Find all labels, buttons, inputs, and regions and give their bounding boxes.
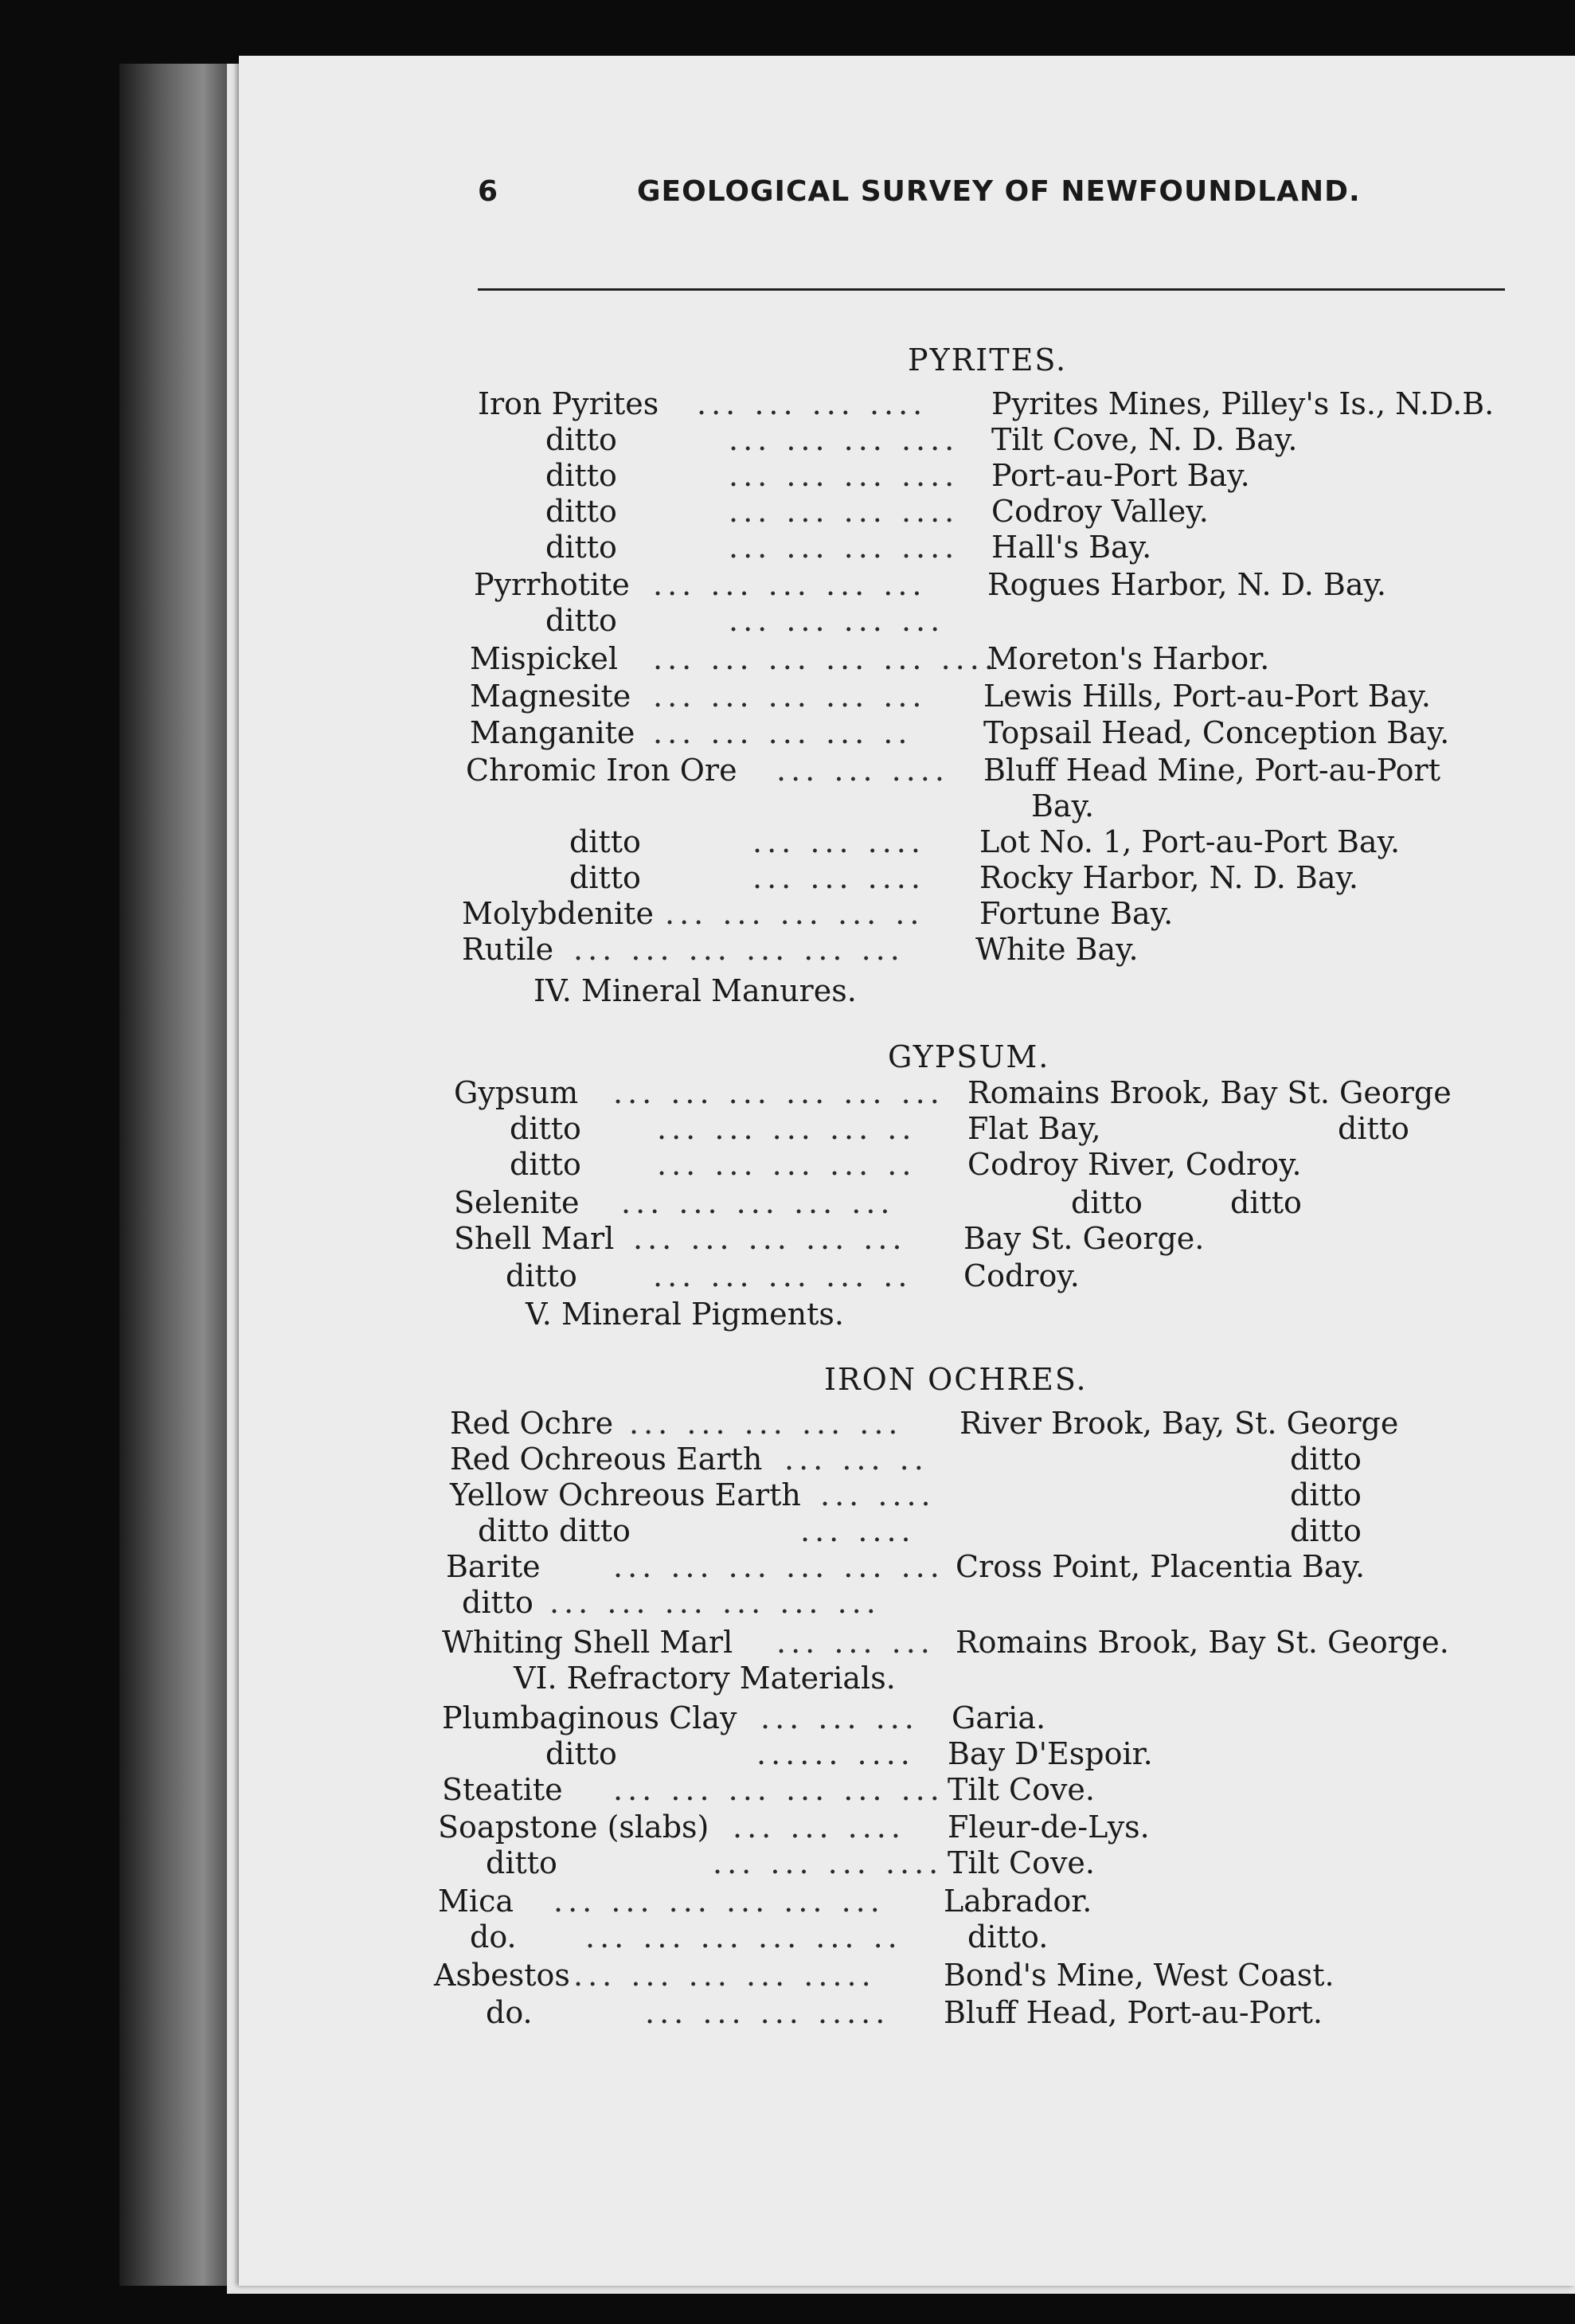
locality: Topsail Head, Conception Bay. <box>983 715 1450 750</box>
locality: Bluff Head Mine, Port-au-Port <box>983 753 1440 788</box>
mineral-name: Mispickel <box>470 641 618 676</box>
mineral-name: Iron Pyrites <box>478 386 659 421</box>
mineral-name: ditto <box>569 860 641 895</box>
mineral-name: Shell Marl <box>454 1221 615 1256</box>
mineral-name: Molybdenite <box>462 896 654 931</box>
locality: Rocky Harbor, N. D. Bay. <box>979 860 1358 895</box>
locality: Codroy Valley. <box>991 494 1209 529</box>
leader-dots: ... ... ... ... ... ... <box>549 1585 881 1620</box>
locality: Tilt Cove, N. D. Bay. <box>991 422 1298 457</box>
leader-dots: ... ... ... ... ... .... <box>653 641 999 676</box>
leader-dots: ... ... ... ... ... ... <box>613 1772 944 1807</box>
mineral-name: Mica <box>438 1884 514 1919</box>
locality: Tilt Cove. <box>948 1845 1095 1880</box>
locality: Romains Brook, Bay St. George <box>967 1075 1452 1110</box>
subheading-mineral-pigments: V. Mineral Pigments. <box>526 1297 844 1332</box>
mineral-name: Red Ochre <box>450 1406 614 1441</box>
locality: Garia. <box>952 1700 1046 1735</box>
subheading-refractory-materials: VI. Refractory Materials. <box>514 1661 896 1696</box>
mineral-name: Yellow Ochreous Earth <box>450 1477 801 1512</box>
locality: Fortune Bay. <box>979 896 1174 931</box>
mineral-name: ditto <box>569 824 641 859</box>
section-title-iron-ochres: IRON OCHRES. <box>824 1362 1088 1397</box>
mineral-name: Barite <box>446 1549 541 1584</box>
page-number: 6 <box>478 175 499 208</box>
leader-dots: ... ... ... ... .. <box>657 1111 916 1146</box>
book-spine-shadow <box>119 64 239 2286</box>
locality-ditto: ditto <box>1230 1185 1302 1220</box>
mineral-name: Selenite <box>454 1185 580 1220</box>
section-title-gypsum: GYPSUM. <box>888 1039 1050 1074</box>
leader-dots: ... ... .... <box>752 824 925 859</box>
mineral-name: Magnesite <box>470 679 631 714</box>
mineral-name: ditto <box>545 422 617 457</box>
leader-dots: ... ... ... ... ..... <box>573 1958 876 1993</box>
mineral-name: Red Ochreous Earth <box>450 1442 763 1477</box>
mineral-name: Whiting Shell Marl <box>442 1625 733 1660</box>
mineral-name: ditto <box>545 603 617 638</box>
mineral-name: ditto <box>486 1845 557 1880</box>
locality: Port-au-Port Bay. <box>991 458 1250 493</box>
mineral-name: do. <box>470 1919 517 1954</box>
mineral-name: Gypsum <box>454 1075 579 1110</box>
locality: ditto <box>1071 1185 1143 1220</box>
leader-dots: ... ... ... ... ... <box>633 1221 907 1256</box>
mineral-name: ditto <box>506 1258 577 1293</box>
leader-dots: ... ... ... <box>776 1625 935 1660</box>
leader-dots: ... ... .... <box>776 753 949 788</box>
locality: Pyrites Mines, Pilley's Is., N.D.B. <box>991 386 1495 421</box>
subheading-mineral-manures: IV. Mineral Manures. <box>533 973 857 1008</box>
locality: Hall's Bay. <box>991 530 1152 565</box>
mineral-name: ditto <box>545 458 617 493</box>
locality: Codroy. <box>963 1258 1080 1293</box>
mineral-name: Rutile <box>462 932 554 967</box>
leader-dots: ... ... ... ... .. <box>657 1147 916 1182</box>
leader-dots: ... ... ... ... ... <box>653 679 927 714</box>
leader-dots: ... ... ... .... <box>729 530 959 565</box>
leader-dots: ... ... ... .... <box>697 386 928 421</box>
locality: Labrador. <box>944 1884 1092 1919</box>
leader-dots: ...... .... <box>756 1736 915 1771</box>
leader-dots: ... ... ... .... <box>729 494 959 529</box>
locality: Bay St. George. <box>963 1221 1205 1256</box>
locality-ditto: ditto <box>1338 1111 1409 1146</box>
leader-dots: ... .... <box>800 1513 916 1548</box>
locality: River Brook, Bay, St. George <box>959 1406 1399 1441</box>
leader-dots: ... ... ... ... .. <box>653 1258 913 1293</box>
leader-dots: ... ... ... .... <box>713 1845 944 1880</box>
mineral-name: Plumbaginous Clay <box>442 1700 737 1735</box>
mineral-name: Asbestos <box>434 1958 570 1993</box>
leader-dots: ... ... ... ... ... .. <box>585 1919 902 1954</box>
locality: Lewis Hills, Port-au-Port Bay. <box>983 679 1431 714</box>
mineral-name: ditto <box>545 494 617 529</box>
header-rule <box>478 288 1505 291</box>
mineral-name: ditto <box>545 530 617 565</box>
mineral-name: ditto <box>510 1111 581 1146</box>
locality: ditto. <box>967 1919 1049 1954</box>
mineral-name: do. <box>486 1995 533 2030</box>
leader-dots: ... ... ... ... ... <box>629 1406 903 1441</box>
leader-dots: ... ... .... <box>752 860 925 895</box>
leader-dots: ... ... ... ..... <box>645 1995 890 2030</box>
locality: Bluff Head, Port-au-Port. <box>944 1995 1323 2030</box>
leader-dots: ... ... .. <box>784 1442 928 1477</box>
page-title: GEOLOGICAL SURVEY OF NEWFOUNDLAND. <box>637 175 1361 208</box>
locality: Bay. <box>1031 788 1095 824</box>
locality: Fleur-de-Lys. <box>948 1810 1150 1845</box>
leader-dots: ... ... ... .... <box>729 458 959 493</box>
leader-dots: ... ... ... ... ... ... <box>613 1075 944 1110</box>
mineral-name: Soapstone (slabs) <box>438 1810 709 1845</box>
locality: Moreton's Harbor. <box>987 641 1270 676</box>
locality: Bay D'Espoir. <box>948 1736 1153 1771</box>
locality-ditto: ditto <box>1290 1513 1362 1548</box>
locality: Rogues Harbor, N. D. Bay. <box>987 567 1386 602</box>
leader-dots: ... ... ... ... ... ... <box>553 1884 885 1919</box>
mineral-name: ditto ditto <box>478 1513 631 1548</box>
locality: Tilt Cove. <box>948 1772 1095 1807</box>
locality: Cross Point, Placentia Bay. <box>956 1549 1366 1584</box>
mineral-name: Manganite <box>470 715 635 750</box>
locality: Codroy River, Codroy. <box>967 1147 1302 1182</box>
locality: White Bay. <box>975 932 1139 967</box>
leader-dots: ... ... ... ... .. <box>665 896 924 931</box>
mineral-name: Steatite <box>442 1772 563 1807</box>
leader-dots: ... ... ... ... .. <box>653 715 913 750</box>
mineral-name: ditto <box>545 1736 617 1771</box>
leader-dots: ... ... ... ... ... <box>621 1185 895 1220</box>
mineral-name: ditto <box>462 1585 533 1620</box>
mineral-name: ditto <box>510 1147 581 1182</box>
leader-dots: ... ... ... ... ... ... <box>613 1549 944 1584</box>
leader-dots: ... ... .... <box>733 1810 905 1845</box>
locality: Flat Bay, <box>967 1111 1101 1146</box>
section-title-pyrites: PYRITES. <box>908 342 1068 378</box>
leader-dots: ... ... ... <box>760 1700 919 1735</box>
page-header <box>239 175 1513 231</box>
leader-dots: ... .... <box>820 1477 936 1512</box>
locality-ditto: ditto <box>1290 1477 1362 1512</box>
leader-dots: ... ... ... ... <box>729 603 945 638</box>
locality: Bond's Mine, West Coast. <box>944 1958 1335 1993</box>
leader-dots: ... ... ... ... ... ... <box>573 932 905 967</box>
leader-dots: ... ... ... ... ... <box>653 567 927 602</box>
locality: Romains Brook, Bay St. George. <box>956 1625 1449 1660</box>
locality: Lot No. 1, Port-au-Port Bay. <box>979 824 1401 859</box>
locality-ditto: ditto <box>1290 1442 1362 1477</box>
mineral-name: Chromic Iron Ore <box>466 753 737 788</box>
leader-dots: ... ... ... .... <box>729 422 959 457</box>
mineral-name: Pyrrhotite <box>474 567 630 602</box>
